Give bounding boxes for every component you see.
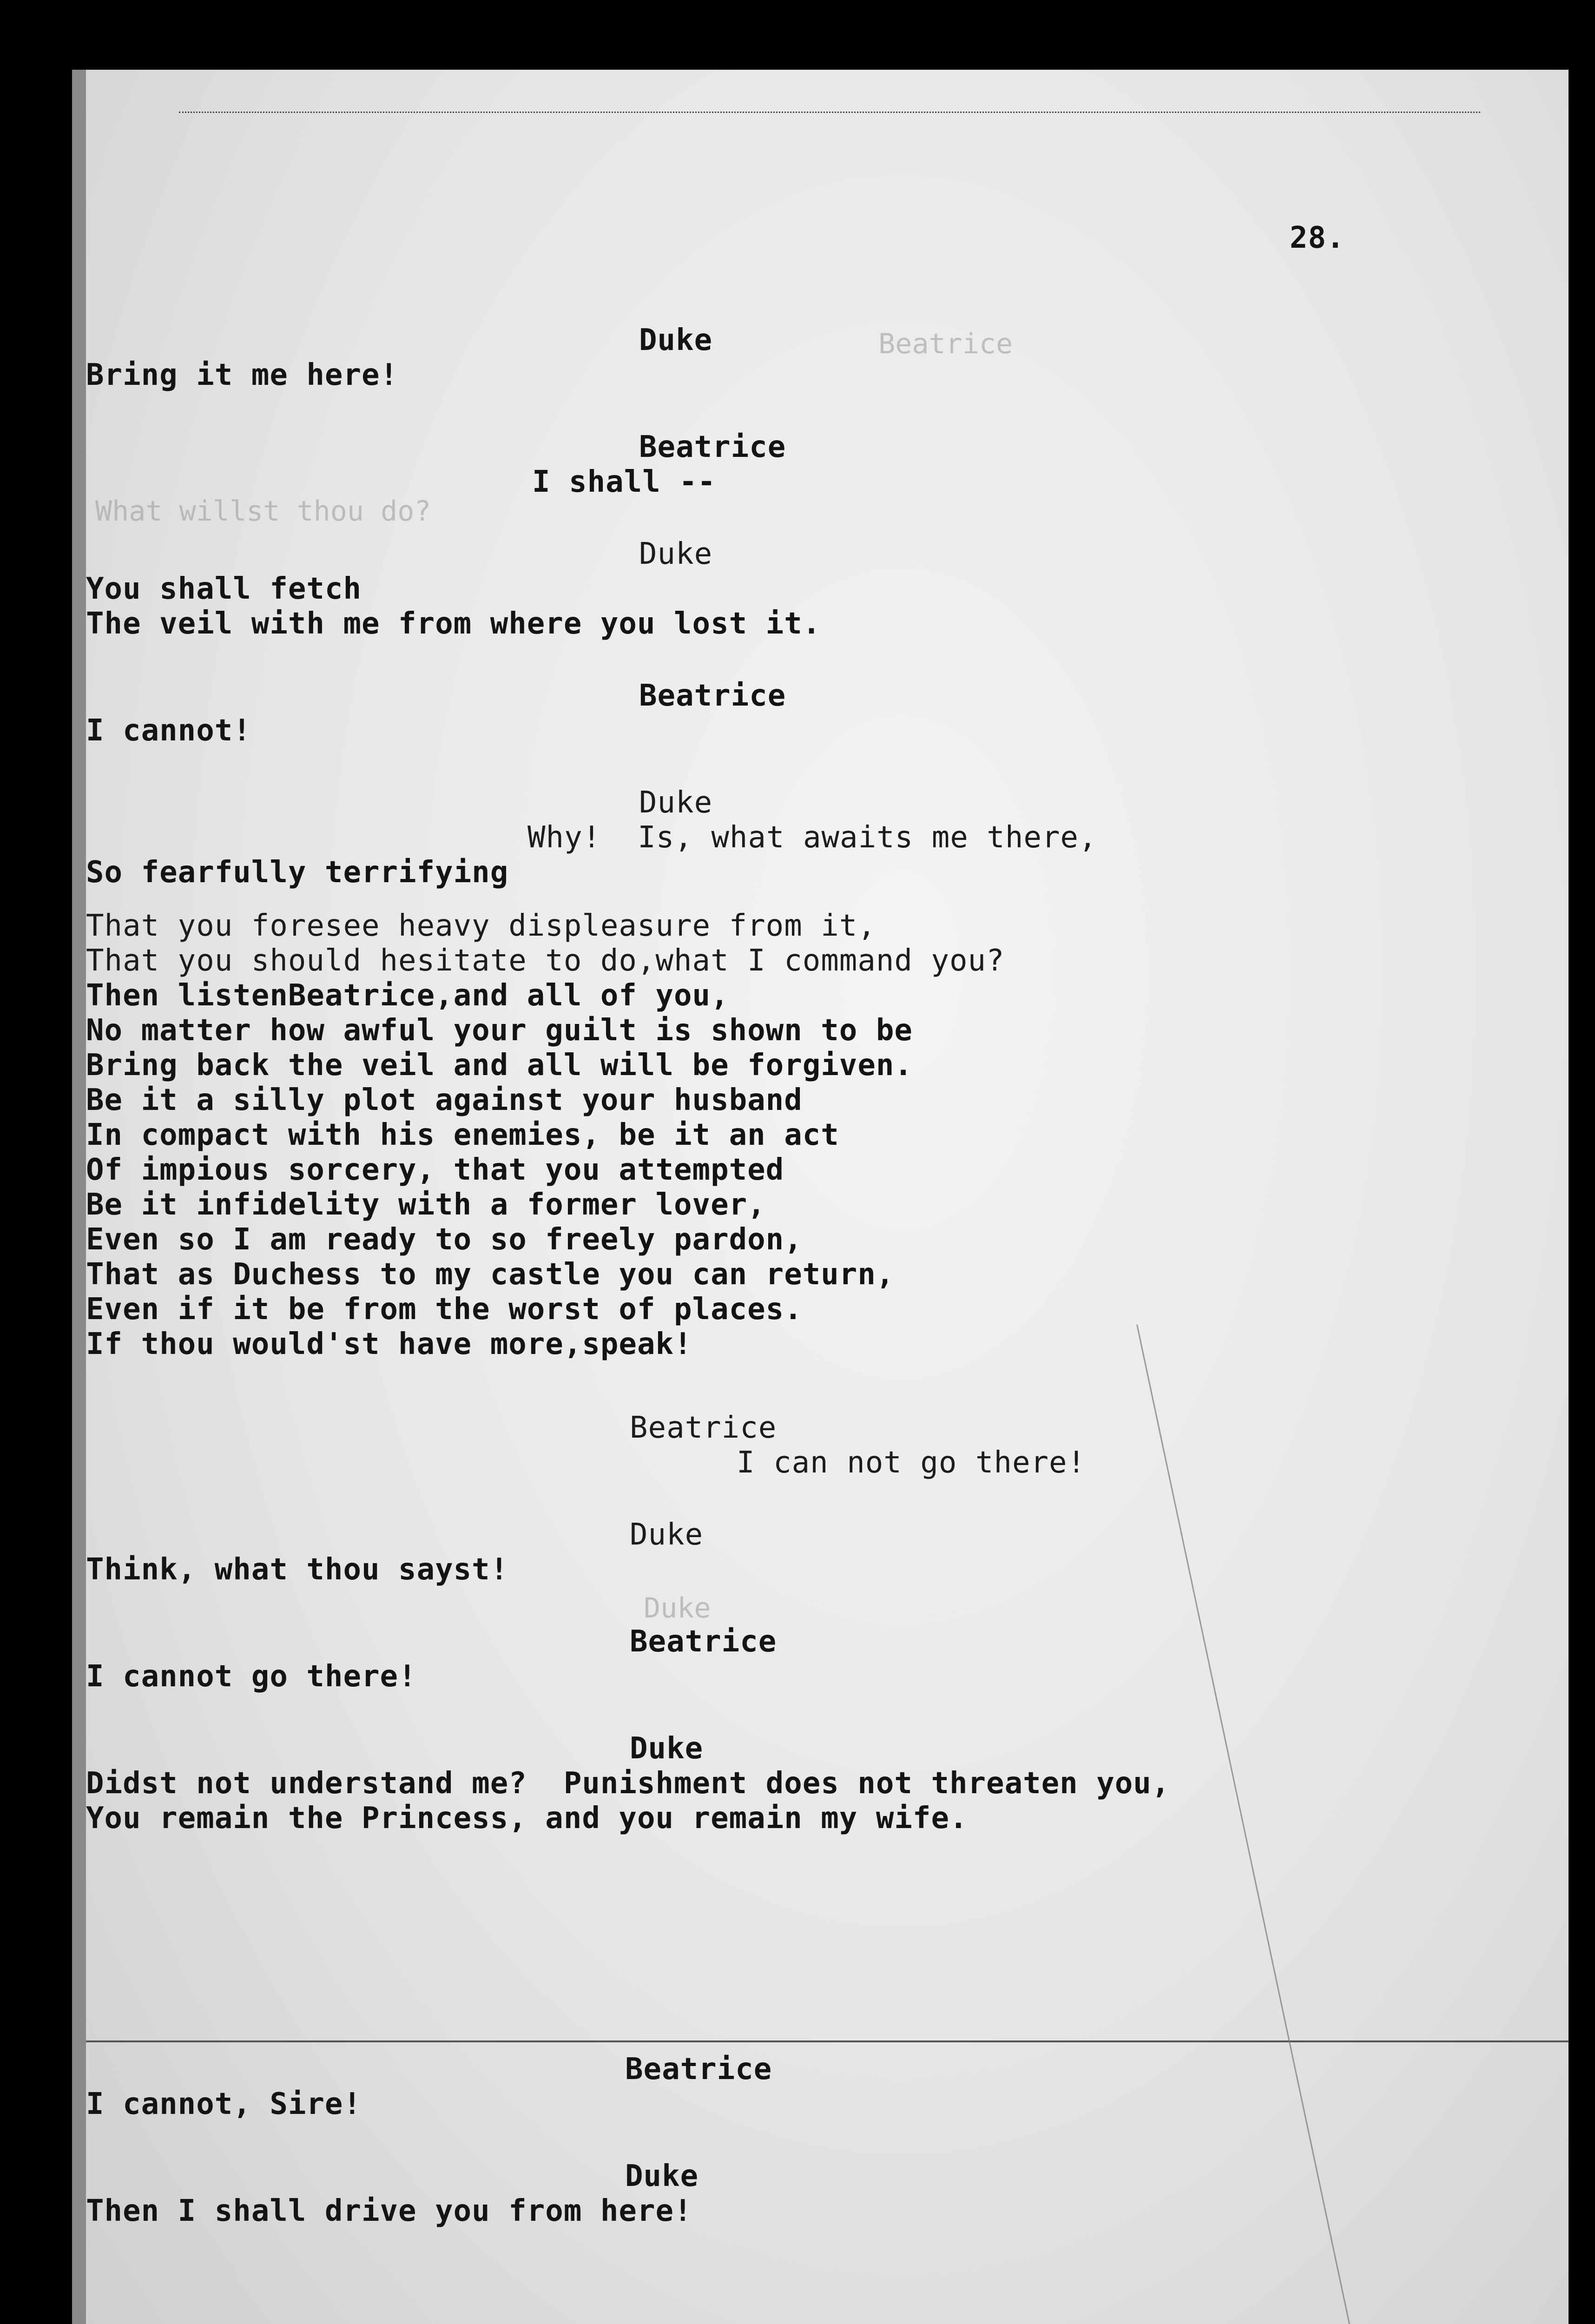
speaker-name: Beatrice [630, 1411, 777, 1445]
page-fold-line [86, 2040, 1569, 2042]
speaker-name: Duke [625, 2159, 699, 2193]
speaker-name: Beatrice [639, 679, 786, 713]
dialogue-line: That you foresee heavy displeasure from it, [86, 909, 876, 943]
dialogue-line: Be it infidelity with a former lover, [86, 1188, 766, 1222]
typescript-page [72, 70, 1569, 2324]
dialogue-line: Even so I am ready to so freely pardon, [86, 1222, 803, 1257]
dialogue-line: I cannot! [86, 713, 251, 748]
speaker-name: Duke [639, 786, 713, 820]
page-number: 28. [1290, 221, 1345, 255]
dialogue-line: No matter how awful your guilt is shown to be [86, 1013, 913, 1048]
paper-crease [1136, 1324, 1350, 2324]
dialogue-line: So fearfully terrifying [86, 855, 509, 890]
dialogue-line: You remain the Princess, and you remain my wife. [86, 1801, 968, 1835]
speaker-name: Duke [639, 323, 713, 357]
show-through-text: Duke [644, 1592, 711, 1624]
show-through-text: Beatrice [727, 328, 1013, 360]
dialogue-line: Be it a silly plot against your husband [86, 1083, 803, 1117]
dialogue-line: Then listenBeatrice,and all of you, [86, 978, 729, 1013]
dialogue-line: I cannot go there! [86, 1659, 417, 1694]
speaker-name: Duke [639, 537, 713, 571]
dialogue-line: You shall fetch [86, 572, 362, 606]
dialogue-line: Bring back the veil and all will be forgiven. [86, 1048, 913, 1083]
dialogue-line: Of impious sorcery, that you attempted [86, 1153, 784, 1187]
dialogue-line: Didst not understand me? Punishment does not threaten you, [86, 1766, 1170, 1801]
dialogue-line: I cannot, Sire! [86, 2087, 362, 2121]
dialogue-line: I can not go there! [737, 1446, 1086, 1480]
dialogue-line: Bring it me here! [86, 358, 399, 392]
show-through-text: What willst thou do? [95, 495, 431, 528]
top-edge-marks [179, 112, 1480, 141]
dialogue-line: That you should hesitate to do,what I command you? [86, 944, 1005, 978]
dialogue-line: The veil with me from where you lost it. [86, 607, 821, 641]
dialogue-line: If thou would'st have more,speak! [86, 1327, 692, 1361]
dialogue-line: In compact with his enemies, be it an act [86, 1118, 839, 1152]
speaker-name: Duke [630, 1731, 704, 1766]
speaker-name: Beatrice [639, 430, 786, 464]
speaker-name: Duke [630, 1518, 704, 1552]
dialogue-line: Even if it be from the worst of places. [86, 1292, 803, 1327]
dialogue-line: Why! Is, what awaits me there, [527, 820, 1097, 855]
dialogue-line: Think, what thou sayst! [86, 1552, 509, 1587]
dialogue-line: I shall -- [532, 465, 716, 499]
dialogue-line: That as Duchess to my castle you can return, [86, 1257, 895, 1292]
speaker-name: Beatrice [630, 1624, 777, 1659]
speaker-name: Beatrice [625, 2052, 772, 2086]
dialogue-line: Then I shall drive you from here! [86, 2194, 692, 2228]
